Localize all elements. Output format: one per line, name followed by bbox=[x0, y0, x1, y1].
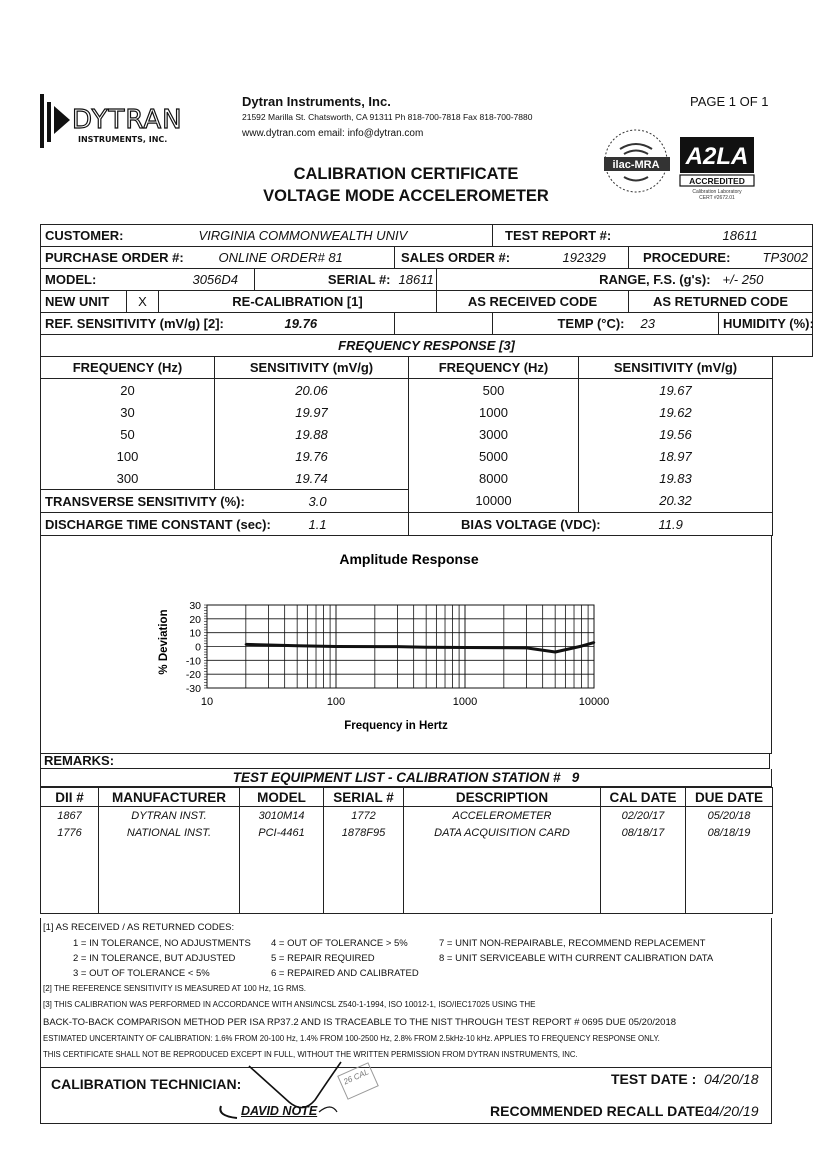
ilac-mra-logo bbox=[598, 127, 678, 193]
sens-cell: 19.62 bbox=[579, 401, 773, 423]
freq-col-header-left: FREQUENCY (Hz) bbox=[41, 357, 215, 379]
model-label: MODEL: bbox=[41, 269, 127, 291]
data-point bbox=[593, 641, 595, 643]
table-cell: DATA ACQUISITION CARD bbox=[404, 824, 601, 841]
ref-sensitivity-value: 19.76 bbox=[255, 313, 395, 335]
amplitude-response-panel bbox=[40, 535, 772, 754]
svg-text:INSTRUMENTS, INC.: INSTRUMENTS, INC. bbox=[78, 135, 168, 144]
footnotes bbox=[40, 918, 772, 1068]
code-5: 5 = REPAIR REQUIRED bbox=[271, 953, 375, 964]
col-header-cal-date: CAL DATE bbox=[601, 788, 686, 807]
table-cell: 02/20/17 bbox=[601, 807, 686, 825]
new-unit-row bbox=[41, 291, 813, 313]
y-tick-label: 0 bbox=[195, 641, 201, 654]
sales-order-label: SALES ORDER #: bbox=[395, 247, 559, 269]
sens-cell: 20.32 bbox=[579, 490, 773, 513]
sens-col-header-right: SENSITIVITY (mV/g) bbox=[579, 357, 773, 379]
equipment-table bbox=[40, 787, 773, 914]
new-unit-label: NEW UNIT bbox=[41, 291, 127, 313]
table-cell: 05/20/18 bbox=[686, 807, 773, 825]
sens-cell: 19.88 bbox=[215, 423, 409, 445]
freq-cell: 1000 bbox=[409, 401, 579, 423]
x-tick-label: 100 bbox=[326, 696, 346, 708]
freq-col-header-right: FREQUENCY (Hz) bbox=[409, 357, 579, 379]
equipment-title bbox=[40, 769, 772, 787]
table-cell bbox=[41, 841, 99, 914]
ilac-seal-icon bbox=[598, 127, 678, 193]
y-tick-label: -10 bbox=[185, 655, 201, 668]
data-point bbox=[580, 645, 582, 647]
transverse-row bbox=[41, 490, 773, 513]
range-label: RANGE, F.S. (g's): bbox=[437, 269, 719, 291]
freq-cell: 5000 bbox=[409, 445, 579, 467]
data-point bbox=[296, 644, 298, 646]
equipment-header-row bbox=[41, 788, 773, 807]
note-1-title: [1] AS RECEIVED / AS RETURNED CODES: bbox=[43, 922, 235, 933]
recall-date-value: 04/20/19 bbox=[704, 1103, 759, 1119]
test-report-label: TEST REPORT #: bbox=[493, 225, 719, 247]
serial-value: 18611 bbox=[395, 269, 437, 291]
info-table bbox=[40, 224, 813, 357]
freq-cell: 20 bbox=[41, 379, 215, 402]
freq-cell: 30 bbox=[41, 401, 215, 423]
table-row bbox=[41, 824, 773, 841]
title-line-2: VOLTAGE MODE ACCELEROMETER bbox=[263, 187, 549, 205]
data-point bbox=[525, 647, 527, 649]
code-2: 2 = IN TOLERANCE, BUT ADJUSTED bbox=[73, 953, 236, 964]
freq-row bbox=[41, 401, 773, 423]
sens-cell: 20.06 bbox=[215, 379, 409, 402]
note-2: [2] THE REFERENCE SENSITIVITY IS MEASURED AT 100 Hz, 1G RMS. bbox=[43, 984, 307, 993]
technician-label: CALIBRATION TECHNICIAN: bbox=[51, 1076, 242, 1092]
note-3: [3] THIS CALIBRATION WAS PERFORMED IN ACCORDANCE WITH ANSI/NCSL Z540-1-1994, ISO 10012-1, ISO/IEC17025 USING THE bbox=[43, 1000, 536, 1009]
col-header-model: MODEL bbox=[240, 788, 324, 807]
freq-cell: 300 bbox=[41, 467, 215, 490]
col-header-manufacturer: MANUFACTURER bbox=[99, 788, 240, 807]
page-number: PAGE 1 OF 1 bbox=[690, 94, 769, 109]
bias-voltage-label: BIAS VOLTAGE (VDC): bbox=[409, 513, 579, 536]
po-value: ONLINE ORDER# 81 bbox=[215, 247, 395, 269]
a2la-accredited-icon bbox=[678, 133, 758, 203]
equipment-title-text: TEST EQUIPMENT LIST - CALIBRATION STATION # bbox=[232, 770, 561, 785]
freq-header-row bbox=[41, 357, 773, 379]
frequency-response-table bbox=[40, 356, 773, 536]
ref-sensitivity-label: REF. SENSITIVITY (mV/g) [2]: bbox=[41, 313, 255, 335]
table-cell: DYTRAN INST. bbox=[99, 807, 240, 825]
y-tick-label: 10 bbox=[189, 627, 201, 640]
note-uncertainty: ESTIMATED UNCERTAINTY OF CALIBRATION: 1.6% FROM 20-100 Hz, 1.4% FROM 100-2500 Hz, 2.8% FROM 2.5kHz-10 kHz. APPLIES TO FREQUENCY RESPONSE ONLY. bbox=[43, 1034, 660, 1043]
y-axis-label: % Deviation bbox=[158, 609, 170, 675]
sens-col-header-left: SENSITIVITY (mV/g) bbox=[215, 357, 409, 379]
freq-row bbox=[41, 423, 773, 445]
data-point bbox=[464, 646, 466, 648]
code-4: 4 = OUT OF TOLERANCE > 5% bbox=[271, 938, 408, 949]
freq-response-title-row bbox=[41, 335, 813, 357]
test-date-value: 04/20/18 bbox=[704, 1071, 759, 1087]
blank-cell bbox=[395, 313, 493, 335]
table-cell: 1878F95 bbox=[324, 824, 404, 841]
recall-date-label: RECOMMENDED RECALL DATE : bbox=[490, 1103, 713, 1119]
model-value: 3056D4 bbox=[127, 269, 255, 291]
note-reproduction: THIS CERTIFICATE SHALL NOT BE REPRODUCED EXCEPT IN FULL, WITHOUT THE WRITTEN PERMISSION FROM DYTRAN INSTRUMENTS, INC. bbox=[43, 1050, 578, 1059]
freq-cell: 10000 bbox=[409, 490, 579, 513]
freq-cell: 3000 bbox=[409, 423, 579, 445]
code-8: 8 = UNIT SERVICEABLE WITH CURRENT CALIBRATION DATA bbox=[439, 953, 714, 964]
as-returned-code-label: AS RETURNED CODE bbox=[629, 291, 813, 313]
x-tick-label: 1000 bbox=[452, 696, 478, 708]
freq-cell: 500 bbox=[409, 379, 579, 402]
humidity-label: HUMIDITY (%): bbox=[719, 313, 813, 335]
cal-stamp: 26 CAL bbox=[337, 1062, 379, 1100]
temp-value: 23 bbox=[629, 313, 719, 335]
y-tick-label: 30 bbox=[189, 600, 201, 612]
data-point bbox=[245, 643, 247, 645]
sens-cell: 19.74 bbox=[215, 467, 409, 490]
customer-row bbox=[41, 225, 813, 247]
y-tick-label: 20 bbox=[189, 613, 201, 626]
company-logo bbox=[40, 92, 202, 150]
table-cell: 08/18/19 bbox=[686, 824, 773, 841]
remarks-label: REMARKS: bbox=[40, 753, 770, 769]
table-cell bbox=[686, 841, 773, 914]
table-cell: 08/18/17 bbox=[601, 824, 686, 841]
table-cell: PCI-4461 bbox=[240, 824, 324, 841]
sens-cell: 19.76 bbox=[215, 445, 409, 467]
code-7: 7 = UNIT NON-REPAIRABLE, RECOMMEND REPLACEMENT bbox=[439, 938, 706, 949]
range-value: +/- 250 bbox=[719, 269, 813, 291]
table-cell: 3010M14 bbox=[240, 807, 324, 825]
table-cell bbox=[99, 841, 240, 914]
data-point bbox=[267, 644, 269, 646]
x-tick-label: 10000 bbox=[578, 696, 610, 708]
customer-value: VIRGINIA COMMONWEALTH UNIV bbox=[159, 225, 493, 247]
table-row-empty bbox=[41, 841, 773, 914]
table-cell bbox=[601, 841, 686, 914]
y-tick-label: -30 bbox=[185, 683, 201, 695]
col-header-description: DESCRIPTION bbox=[404, 788, 601, 807]
data-point bbox=[554, 651, 556, 653]
sens-cell: 19.67 bbox=[579, 379, 773, 402]
freq-cell: 50 bbox=[41, 423, 215, 445]
chart-title: Amplitude Response bbox=[339, 551, 479, 567]
temp-label: TEMP (°C): bbox=[493, 313, 629, 335]
station-number: 9 bbox=[571, 770, 580, 785]
table-row bbox=[41, 807, 773, 825]
discharge-value: 1.1 bbox=[215, 513, 409, 536]
table-cell: ACCELEROMETER bbox=[404, 807, 601, 825]
svg-text:Calibration Laboratory: Calibration Laboratory bbox=[692, 189, 742, 195]
recalibration-label: RE-CALIBRATION [1] bbox=[159, 291, 437, 313]
table-cell: 1867 bbox=[41, 807, 99, 825]
table-cell bbox=[404, 841, 601, 914]
note-3-continued: BACK-TO-BACK COMPARISON METHOD PER ISA RP37.2 AND IS TRACEABLE TO THE NIST THROUGH TEST REPORT # 0695 DUE 05/20/2018 bbox=[43, 1017, 677, 1028]
test-report-value: 18611 bbox=[719, 225, 813, 247]
purchase-order-row bbox=[41, 247, 813, 269]
freq-row bbox=[41, 379, 773, 402]
serial-label: SERIAL #: bbox=[255, 269, 395, 291]
code-1: 1 = IN TOLERANCE, NO ADJUSTMENTS bbox=[73, 938, 251, 949]
col-header-dii: DII # bbox=[41, 788, 99, 807]
company-address: 21592 Marilla St. Chatsworth, CA 91311 Ph 818-700-7818 Fax 818-700-7880 bbox=[242, 112, 533, 122]
frequency-response-title: FREQUENCY RESPONSE [3] bbox=[41, 335, 813, 357]
transverse-label: TRANSVERSE SENSITIVITY (%): bbox=[41, 490, 215, 513]
col-header-due-date: DUE DATE bbox=[686, 788, 773, 807]
sens-cell: 18.97 bbox=[579, 445, 773, 467]
amplitude-response-chart bbox=[41, 535, 771, 753]
table-cell: 1772 bbox=[324, 807, 404, 825]
sens-cell: 19.83 bbox=[579, 467, 773, 490]
code-3: 3 = OUT OF TOLERANCE < 5% bbox=[73, 968, 210, 979]
svg-text:CERT #2672.01: CERT #2672.01 bbox=[699, 195, 735, 201]
technician-name: DAVID NOTE bbox=[241, 1104, 318, 1118]
freq-row bbox=[41, 445, 773, 467]
series-line-deviation bbox=[246, 643, 594, 652]
x-tick-label: 10 bbox=[200, 696, 214, 708]
svg-text:ilac-MRA: ilac-MRA bbox=[612, 159, 660, 171]
test-date-label: TEST DATE : bbox=[611, 1071, 697, 1087]
svg-text:DYTRAN: DYTRAN bbox=[72, 105, 183, 135]
data-point bbox=[335, 645, 337, 647]
freq-row bbox=[41, 467, 773, 490]
company-name: Dytran Instruments, Inc. bbox=[242, 94, 391, 109]
y-tick-label: -20 bbox=[185, 669, 201, 682]
procedure-value: TP3002 bbox=[719, 247, 813, 269]
table-cell: NATIONAL INST. bbox=[99, 824, 240, 841]
ref-sensitivity-row bbox=[41, 313, 813, 335]
freq-cell: 100 bbox=[41, 445, 215, 467]
bias-voltage-value: 11.9 bbox=[579, 513, 773, 536]
col-header-serial: SERIAL # bbox=[324, 788, 404, 807]
discharge-row bbox=[41, 513, 773, 536]
sens-cell: 19.97 bbox=[215, 401, 409, 423]
signature-footer bbox=[40, 1068, 772, 1124]
procedure-label: PROCEDURE: bbox=[629, 247, 719, 269]
svg-text:ACCREDITED: ACCREDITED bbox=[689, 176, 745, 186]
po-label: PURCHASE ORDER #: bbox=[41, 247, 215, 269]
data-point bbox=[425, 646, 427, 648]
customer-label: CUSTOMER: bbox=[41, 225, 159, 247]
company-web: www.dytran.com email: info@dytran.com bbox=[242, 128, 424, 139]
code-6: 6 = REPAIRED AND CALIBRATED bbox=[271, 968, 419, 979]
a2la-logo bbox=[678, 133, 758, 203]
as-received-code-label: AS RECEIVED CODE bbox=[437, 291, 629, 313]
table-cell: 1776 bbox=[41, 824, 99, 841]
discharge-label: DISCHARGE TIME CONSTANT (sec): bbox=[41, 513, 215, 536]
title-line-1: CALIBRATION CERTIFICATE bbox=[293, 165, 519, 183]
sens-cell: 19.56 bbox=[579, 423, 773, 445]
transverse-value: 3.0 bbox=[215, 490, 409, 513]
freq-cell: 8000 bbox=[409, 467, 579, 490]
table-cell bbox=[324, 841, 404, 914]
svg-text:A2LA: A2LA bbox=[685, 143, 749, 170]
model-row bbox=[41, 269, 813, 291]
data-point bbox=[396, 645, 398, 647]
table-cell bbox=[240, 841, 324, 914]
x-axis-label: Frequency in Hertz bbox=[344, 720, 448, 732]
new-unit-checkmark: X bbox=[127, 291, 159, 313]
certificate-title bbox=[236, 163, 576, 207]
sales-order-value: 192329 bbox=[559, 247, 629, 269]
dytran-logo-icon bbox=[40, 92, 202, 150]
